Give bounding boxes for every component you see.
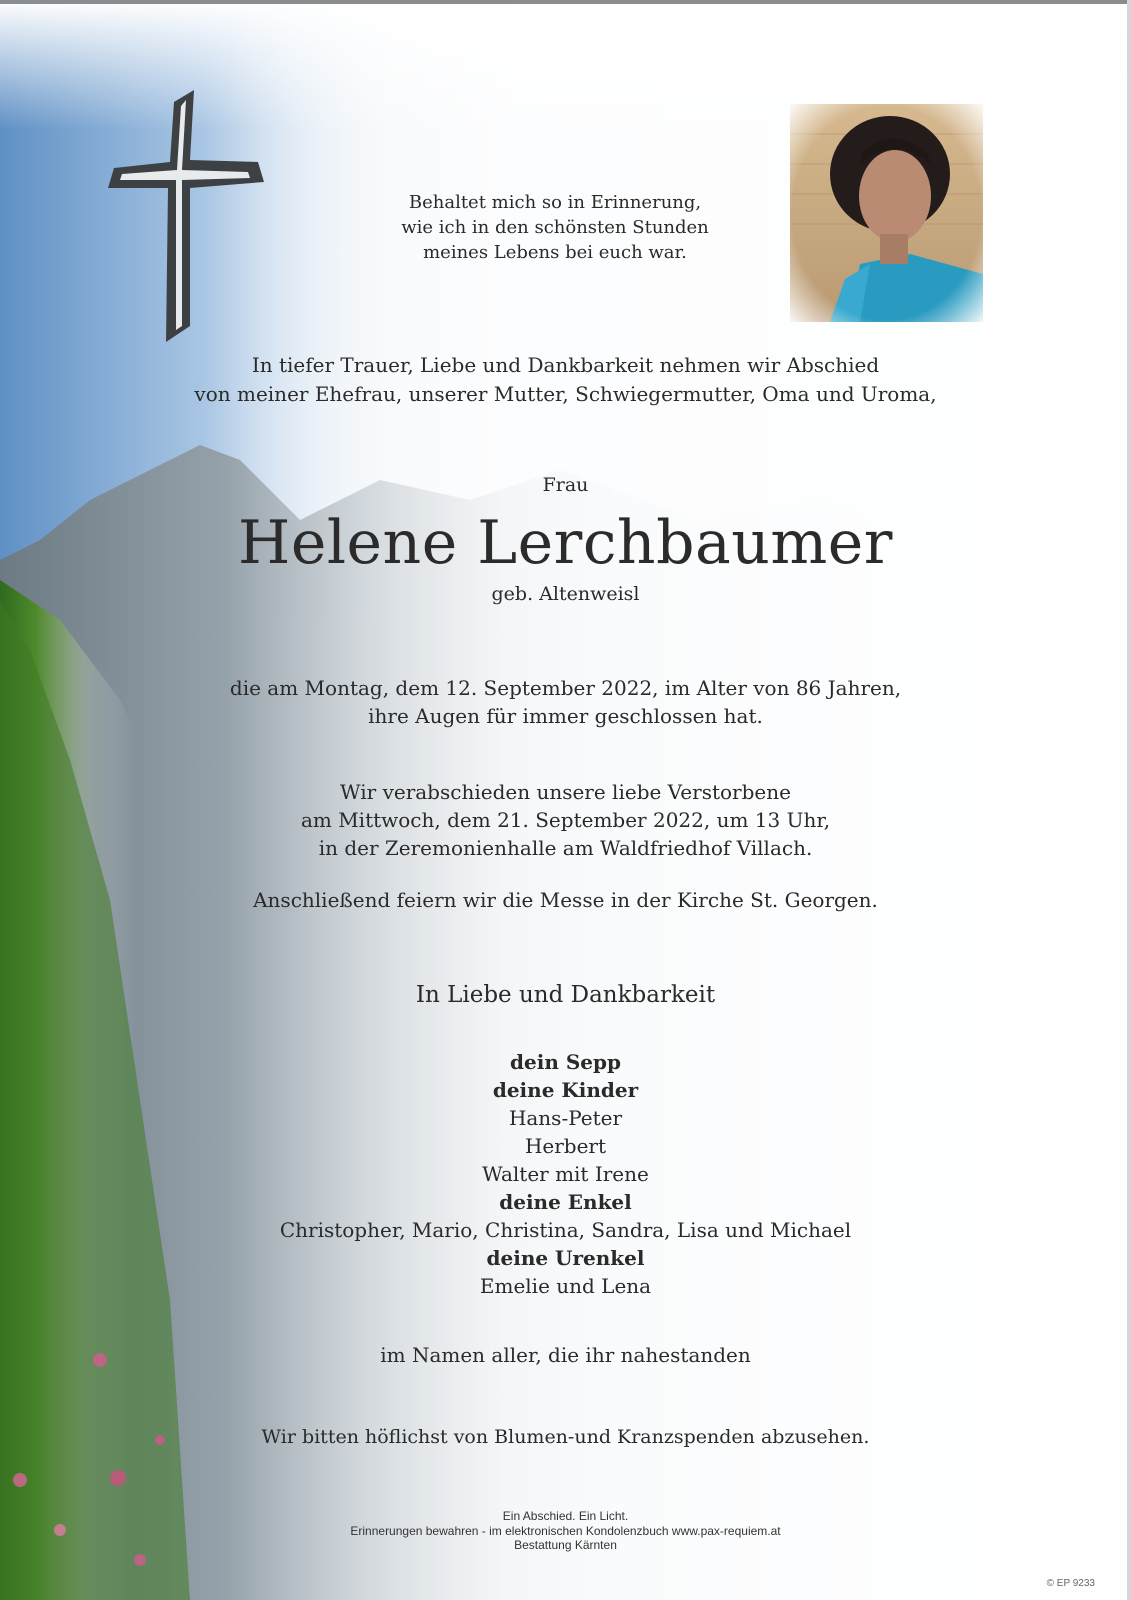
family-line: Emelie und Lena: [479, 1274, 652, 1298]
motto-line: Behaltet mich so in Erinnerung,: [408, 192, 702, 213]
cross-icon: [108, 90, 264, 342]
death-notice: [0, 674, 1131, 730]
signoff: In Liebe und Dankbarkeit: [415, 982, 716, 1008]
memorial-motto: [395, 190, 715, 265]
funeral-line: Wir verabschieden unsere liebe Verstorbene: [340, 780, 791, 804]
mass-notice: Anschließend feiern wir die Messe in der Kirche St. Georgen.: [253, 888, 878, 912]
footer-line: Bestattung Kärnten: [514, 1538, 617, 1552]
family-line: deine Kinder: [492, 1078, 639, 1102]
deceased-name: Helene Lerchbaumer: [238, 508, 893, 578]
family-line: Herbert: [524, 1134, 607, 1158]
death-notice-line: ihre Augen für immer geschlossen hat.: [368, 704, 763, 728]
footer: [0, 1509, 1131, 1553]
footer-condolence-link[interactable]: Erinnerungen bewahren - im elektronischen Kondolenzbuch www.pax-requiem.at: [350, 1523, 781, 1538]
family-list: [0, 1048, 1131, 1300]
family-line: deine Urenkel: [486, 1246, 645, 1270]
flowers-note: Wir bitten höflichst von Blumen-und Kranzspenden abzusehen.: [261, 1426, 870, 1448]
family-line: deine Enkel: [499, 1190, 632, 1214]
funeral-details: [0, 778, 1131, 862]
intro-line: In tiefer Trauer, Liebe und Dankbarkeit nehmen wir Abschied: [251, 353, 880, 377]
family-line: Christopher, Mario, Christina, Sandra, Lisa und Michael: [279, 1218, 852, 1242]
intro-text: [0, 351, 1131, 409]
family-line: Walter mit Irene: [482, 1162, 649, 1186]
deceased-title: Frau: [542, 474, 589, 496]
family-line: Hans-Peter: [508, 1106, 623, 1130]
motto-line: meines Lebens bei euch war.: [423, 242, 687, 263]
motto-line: wie ich in den schönsten Stunden: [401, 217, 709, 238]
top-frame-line: [0, 0, 1131, 4]
funeral-line: am Mittwoch, dem 21. September 2022, um 13 Uhr,: [300, 808, 831, 832]
funeral-line: in der Zeremonienhalle am Waldfriedhof Villach.: [318, 836, 813, 860]
footer-line: Ein Abschied. Ein Licht.: [502, 1509, 629, 1523]
birth-name: geb. Altenweisl: [491, 583, 640, 605]
intro-line: von meiner Ehefrau, unserer Mutter, Schwiegermutter, Oma und Uroma,: [194, 382, 937, 406]
death-notice-line: die am Montag, dem 12. September 2022, im Alter von 86 Jahren,: [229, 676, 902, 700]
on-behalf-text: im Namen aller, die ihr nahestanden: [380, 1343, 751, 1367]
family-line: dein Sepp: [510, 1050, 621, 1074]
document-code: © EP 9233: [1046, 1578, 1095, 1589]
portrait-photo: [790, 104, 983, 322]
